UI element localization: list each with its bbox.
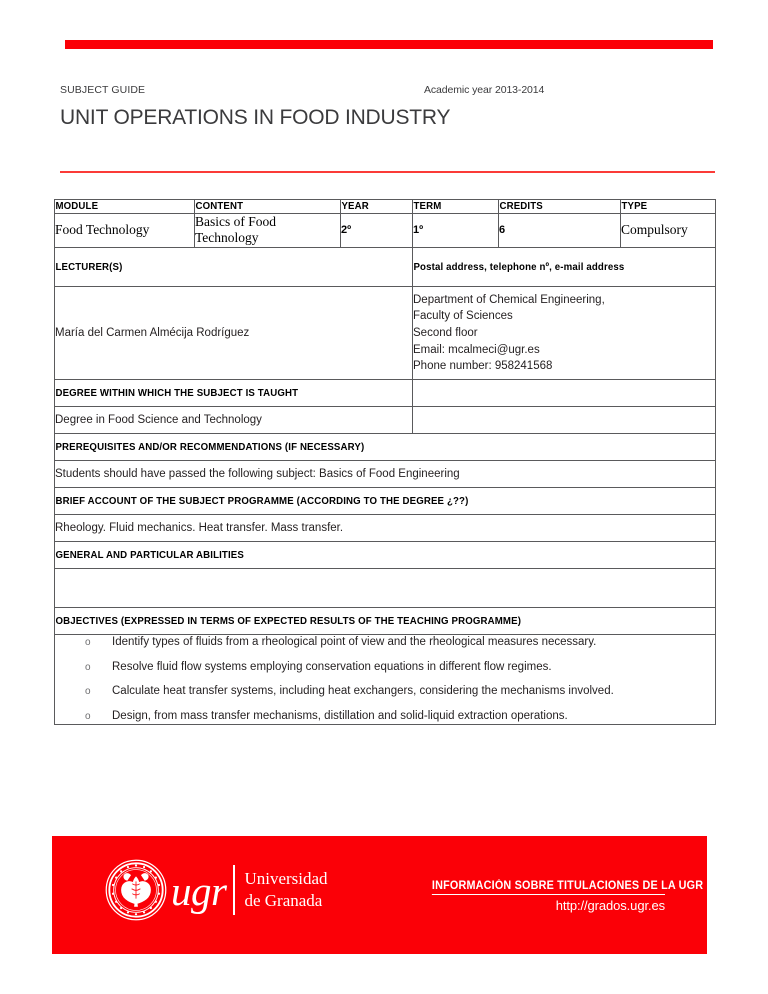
contact-phone: Phone number: 958241568 (413, 360, 553, 373)
contact-faculty: Faculty of Sciences (413, 310, 513, 323)
prerequisites-heading-row (55, 434, 716, 461)
prerequisites-value-row (55, 461, 716, 488)
top-red-bar (65, 40, 713, 49)
cell-type: Compulsory (621, 213, 716, 248)
university-line-1: Universidad (244, 869, 328, 889)
lecturer-row (55, 287, 716, 380)
column-header-module: MODULE (55, 200, 184, 214)
degree-heading-row (55, 380, 716, 407)
degree-value: Degree in Food Science and Technology (55, 407, 413, 434)
page-title: UNIT OPERATIONS IN FOOD INDUSTRY (60, 106, 451, 129)
subject-guide-label: SUBJECT GUIDE (60, 84, 146, 96)
cell-content: Basics of Food Technology (195, 213, 341, 248)
ugr-seal-icon (105, 859, 167, 921)
abilities-value-row (55, 569, 716, 608)
column-header-year: YEAR (341, 200, 407, 214)
bullet-icon: o (85, 686, 91, 698)
list-item (55, 660, 715, 676)
bullet-icon: o (85, 710, 91, 722)
cell-term: 1º (413, 213, 499, 248)
objective-text: Identify types of fluids from a rheological point of view and the rheological measures necessary. (112, 636, 597, 649)
column-header-term: TERM (413, 200, 492, 214)
logo-divider (233, 865, 235, 915)
lecturer-name: María del Carmen Almécija Rodríguez (55, 287, 413, 380)
column-header-content: CONTENT (195, 200, 329, 214)
brief-account-value-row (55, 515, 716, 542)
footer-banner (52, 836, 707, 954)
bullet-icon: o (85, 661, 91, 673)
degree-value-row (55, 407, 716, 434)
university-line-2: de Granada (244, 891, 323, 910)
bullet-icon: o (85, 637, 91, 649)
header-red-rule (60, 171, 715, 173)
academic-year-label: Academic year 2013-2014 (424, 84, 545, 96)
column-header-credits: CREDITS (499, 200, 611, 214)
prerequisites-value: Students should have passed the following subject: Basics of Food Engineering (55, 461, 716, 488)
objectives-heading: OBJECTIVES (EXPRESSED IN TERMS OF EXPECTED RESULTS OF THE TEACHING PROGRAMME) (55, 608, 663, 635)
objective-text: Calculate heat transfer systems, including heat exchangers, considering the mechanisms involved. (112, 685, 614, 698)
footer-info-text: INFORMACIÓN SOBRE TITULACIONES DE LA UGR (432, 880, 665, 895)
list-item (55, 709, 715, 725)
contact-heading: Postal address, telephone nº, e-mail address (413, 248, 692, 287)
abilities-heading: GENERAL AND PARTICULAR ABILITIES (55, 542, 663, 569)
cell-credits: 6 (499, 213, 621, 248)
objectives-list (55, 635, 715, 724)
prerequisites-heading: PREREQUISITES AND/OR RECOMMENDATIONS (IF NECESSARY) (55, 434, 663, 461)
subject-guide-table (54, 199, 716, 725)
lecturer-contact (413, 287, 716, 380)
lecturers-heading-row (55, 248, 716, 287)
degree-heading-blank (413, 380, 716, 407)
ugr-logo (105, 858, 328, 922)
cell-module: Food Technology (55, 213, 195, 248)
brief-account-value: Rheology. Fluid mechanics. Heat transfer. Mass transfer. (55, 515, 716, 542)
contact-department: Department of Chemical Engineering, (413, 293, 605, 306)
cell-year: 2º (341, 213, 413, 248)
abilities-heading-row (55, 542, 716, 569)
column-header-type: TYPE (621, 200, 708, 214)
lecturers-heading: LECTURER(S) (55, 248, 384, 287)
contact-email: Email: mcalmeci@ugr.es (413, 343, 540, 356)
footer-info-block (417, 880, 704, 913)
objectives-value-row (55, 635, 716, 725)
contact-floor: Second floor (413, 327, 478, 339)
list-item (55, 684, 715, 700)
ugr-wordmark: ugr (171, 867, 227, 914)
footer-url[interactable]: http://grados.ugr.es (555, 898, 665, 913)
list-item (55, 635, 715, 651)
university-name (244, 868, 327, 912)
objectives-heading-row (55, 608, 716, 635)
brief-account-heading: BRIEF ACCOUNT OF THE SUBJECT PROGRAMME (ACCORDING TO THE DEGREE ¿??) (55, 488, 663, 515)
objective-text: Resolve fluid flow systems employing conservation equations in different flow regimes. (112, 660, 552, 673)
table-header-row (55, 200, 716, 214)
degree-value-blank (413, 407, 716, 434)
objectives-list-cell (55, 635, 716, 725)
degree-heading: DEGREE WITHIN WHICH THE SUBJECT IS TAUGHT (55, 380, 384, 407)
document-header (60, 84, 715, 129)
objective-text: Design, from mass transfer mechanisms, distillation and solid-liquid extraction operations. (112, 709, 568, 722)
brief-account-heading-row (55, 488, 716, 515)
table-row (55, 213, 716, 248)
abilities-value (55, 569, 716, 608)
